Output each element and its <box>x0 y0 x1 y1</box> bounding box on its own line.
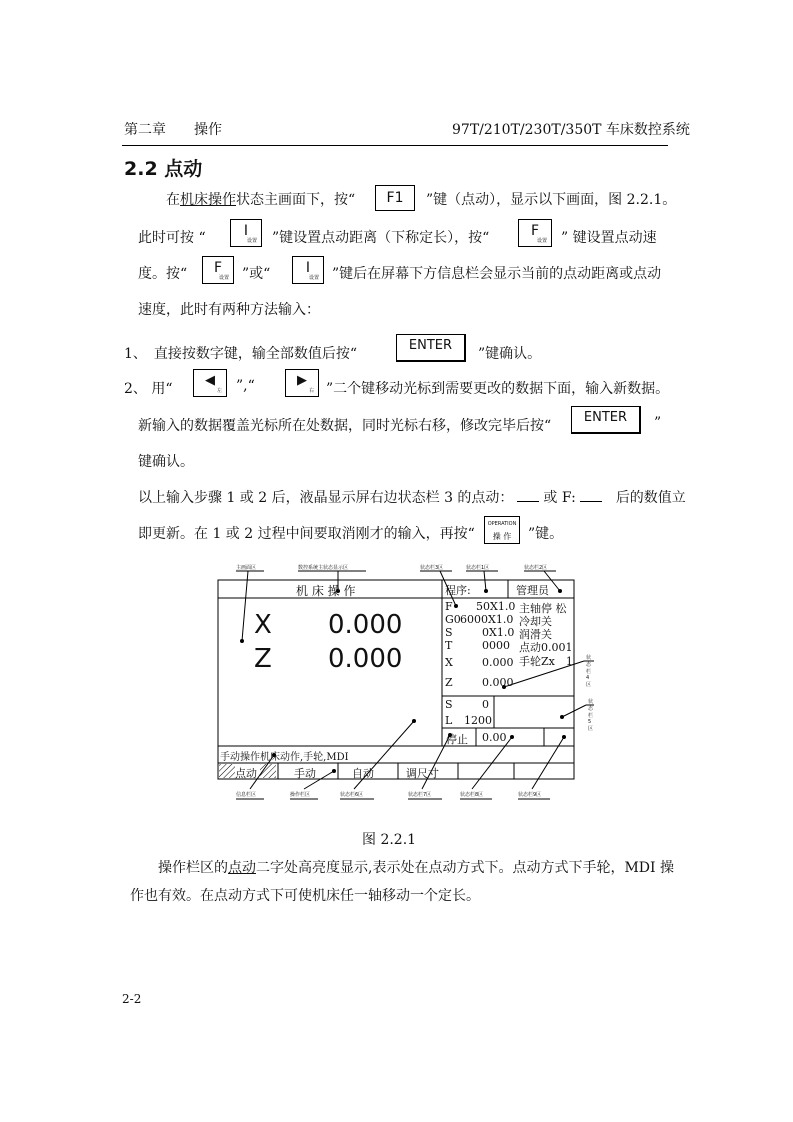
para1-line4: 速度，此时有两种方法输入： <box>138 302 320 318</box>
i-key-icon <box>230 219 262 247</box>
op-manual: 手动 <box>294 767 316 780</box>
stop-value: 0.00 <box>482 731 507 744</box>
page-number: 2-2 <box>122 992 142 1006</box>
para1-line2c: ” 键设置点动速 <box>561 230 657 246</box>
label-main-status: 数控系统主状态显示区 <box>298 565 349 571</box>
status-row-c: 冷却关 <box>519 615 552 628</box>
text: 或 F: <box>543 490 576 506</box>
stop-label: 停止 <box>446 733 468 746</box>
text: 二字处高亮度显示,表示处在点动方式下。点动方式下手轮，MDI 操 <box>256 860 674 876</box>
key-sublabel: 设置 <box>246 238 257 244</box>
status-row-b: 50X1.0 <box>476 600 516 613</box>
machine-operation-link: 机床操作 <box>180 192 236 208</box>
para2-line2a: 即更新。在 1 或 2 过程中间要取消刚才的输入，再按“ <box>138 526 475 542</box>
status-row-a: S <box>445 626 453 639</box>
label-status8: 状态栏8区 <box>460 792 484 798</box>
header-chapter: 第二章 操作 <box>124 122 222 138</box>
status-row-b: 0X1.0 <box>482 626 515 639</box>
para2-line1 <box>138 487 686 507</box>
f1-key-icon <box>375 185 415 211</box>
para1-line1-end: ”键（点动），显示以下画面，图 2.2.1。 <box>426 192 677 208</box>
para1-line3a: 度。按“ <box>138 266 188 282</box>
item2-end: ”二个键移动光标到需要更改的数据下面，输入新数据。 <box>326 381 670 397</box>
enter-key-icon <box>571 406 641 434</box>
op-auto: 自动 <box>352 767 374 780</box>
text: 后的数值立 <box>615 490 686 506</box>
key-sublabel: 设置 <box>308 275 319 281</box>
item2-line2: 新输入的数据覆盖光标所在处数据，同时光标右移，修改完毕后按“ <box>138 418 552 434</box>
item2-sep: ”,“ <box>236 378 255 394</box>
op-adjust: 调尺寸 <box>406 767 439 780</box>
i-key-icon <box>292 256 324 284</box>
main-title: 机 床 操 作 <box>296 584 356 598</box>
status-row-c: 手轮Zx 1 <box>519 655 573 668</box>
key-sublabel: 左 <box>216 388 222 394</box>
item2-text: 2、 用“ <box>124 381 173 397</box>
key-label: I <box>305 260 311 276</box>
status-row-c: 点动0.001 <box>519 641 573 654</box>
key-label: F1 <box>386 190 404 206</box>
left-arrow-key-icon <box>193 369 227 397</box>
s-value: 0 <box>482 698 489 711</box>
operation-key-icon <box>484 516 520 544</box>
right-arrow-key-icon <box>285 369 319 397</box>
f-key-icon <box>518 219 552 247</box>
item1-text: 1、 直接按数字键，输全部数值后按“ <box>124 346 358 362</box>
label-ops: 操作栏区 <box>290 792 311 798</box>
key-sublabel: 右 <box>308 388 314 394</box>
blank-line <box>517 489 539 502</box>
figure-caption: 图 2.2.1 <box>362 832 417 848</box>
axis-x-name: X <box>254 610 272 640</box>
enter-key-icon <box>396 334 466 362</box>
item2-line2-end: ” <box>654 415 662 431</box>
arrow-left-icon: ◀ <box>205 373 215 388</box>
label-status4: 状态栏4区 <box>586 655 592 688</box>
label-status9: 状态栏9区 <box>518 792 542 798</box>
key-label: F <box>213 260 223 276</box>
status-row-b: 6000X1.0 <box>460 613 514 626</box>
para1-line3b: ”或“ <box>242 266 271 282</box>
key-label: I <box>243 223 249 239</box>
label-status5: 状态栏5区 <box>588 699 594 732</box>
text: 以上输入步骤 1 或 2 后，液晶显示屏右边状态栏 3 的点动： <box>138 490 514 506</box>
label-status7: 状态栏7区 <box>408 792 432 798</box>
section-title: 2.2 点动 <box>124 158 203 180</box>
para2-line2-end: ”键。 <box>528 526 564 542</box>
s-label: S <box>445 698 453 711</box>
label-status6: 状态栏6区 <box>340 792 364 798</box>
status-row-b: 0000 <box>482 639 510 652</box>
status-row-a: Z <box>445 676 453 689</box>
axis-z-value: 0.000 <box>328 644 403 674</box>
label-status3: 状态栏3区 <box>420 565 444 571</box>
label-main-area: 主画面区 <box>236 565 257 571</box>
key-sublabel: 操 作 <box>492 532 512 541</box>
admin-label: 管理员 <box>516 584 549 597</box>
item1-end: ”键确认。 <box>478 346 542 362</box>
para1-line2b: ”键设置点动距离（下称定长），按“ <box>272 230 490 246</box>
header-divider <box>122 145 668 146</box>
status-row-b: 0.000 <box>482 656 514 669</box>
status-row-a: X <box>445 656 453 669</box>
key-label: F <box>530 223 540 239</box>
program-label: 程序: <box>445 584 471 597</box>
f-key-icon <box>202 256 234 284</box>
label-status2: 状态栏2区 <box>524 565 548 571</box>
status-row-c: 主轴停 松 <box>519 602 567 615</box>
jog-link: 点动 <box>228 860 256 876</box>
axis-z-name: Z <box>254 644 272 674</box>
info-bar: 手动操作机床动作,手轮,MDI <box>220 752 349 763</box>
text: 在 <box>166 192 180 208</box>
para3-line1 <box>158 857 674 877</box>
blank-line <box>580 489 602 502</box>
key-sublabel: 设置 <box>218 275 229 281</box>
text: 状态主画面下，按“ <box>236 192 356 208</box>
para1-line1 <box>166 189 355 209</box>
status-row-b: 0.000 <box>482 676 514 689</box>
status-row-a: T <box>445 639 453 652</box>
arrow-right-icon: ▶ <box>297 373 307 388</box>
header-product: 97T/210T/230T/350T 车床数控系统 <box>452 122 690 138</box>
op-jog: 点动 <box>235 767 257 780</box>
l-value: 1200 <box>464 714 492 727</box>
status-row-a: G0 <box>445 613 461 626</box>
l-label: L <box>445 714 453 727</box>
key-label: OPERATION <box>487 521 517 527</box>
label-status1: 状态栏1区 <box>466 565 490 571</box>
key-label: ENTER <box>583 410 628 425</box>
item2-line3: 键确认。 <box>138 454 194 470</box>
key-label: ENTER <box>408 338 453 353</box>
para1-line3c: ”键后在屏幕下方信息栏会显示当前的点动距离或点动 <box>332 266 662 282</box>
key-sublabel: 设置 <box>536 238 547 244</box>
screen-diagram <box>214 561 594 801</box>
axis-x-value: 0.000 <box>328 610 403 640</box>
label-info: 信息栏区 <box>236 792 257 798</box>
status-row-c: 润滑关 <box>519 628 552 641</box>
para1-line2a: 此时可按 “ <box>138 230 206 246</box>
status-row-a: F <box>445 600 453 613</box>
text: 操作栏区的 <box>158 860 228 876</box>
para3-line2: 作也有效。在点动方式下可使机床任一轴移动一个定长。 <box>130 888 480 904</box>
